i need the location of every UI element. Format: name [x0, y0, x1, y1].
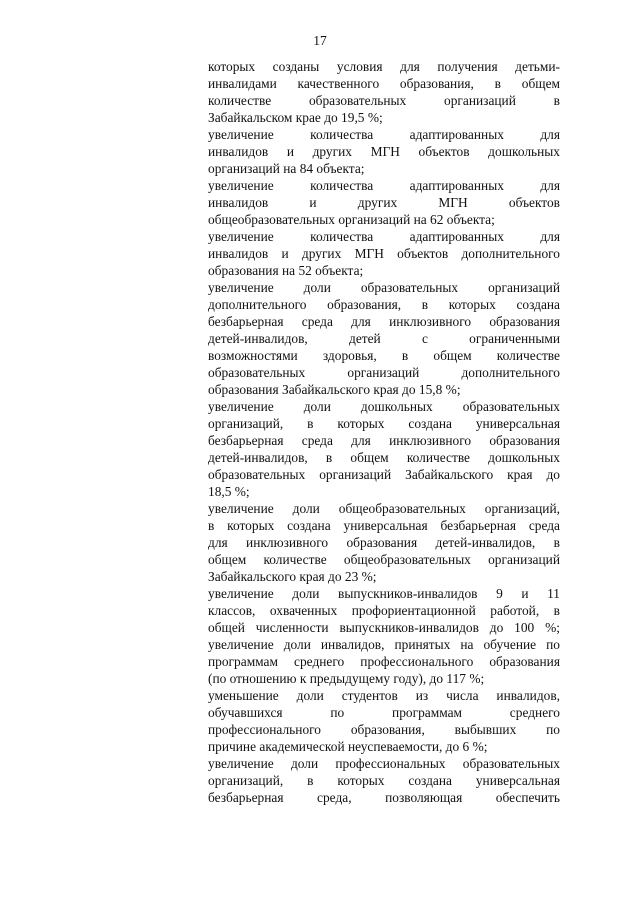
- text-line: общем количестве общеобразовательных организаций: [208, 552, 560, 567]
- text-line: организаций, в которых создана универсальная: [208, 416, 560, 431]
- text-line: (по отношению к предыдущему году), до 117 %;: [208, 671, 485, 686]
- text-line: образовательных организаций Забайкальского края до: [208, 467, 560, 482]
- text-line: которых созданы условия для получения детьми-: [208, 59, 560, 74]
- text-line: детей-инвалидов, детей с ограниченными: [208, 331, 560, 346]
- text-line: детей-инвалидов, в общем количестве дошкольных: [208, 450, 560, 465]
- text-line: 18,5 %;: [208, 484, 250, 499]
- text-line: программам среднего профессионального образования: [208, 654, 560, 669]
- page-number: 17: [313, 33, 327, 48]
- text-line: организаций, в которых создана универсальная: [208, 773, 560, 788]
- text-line: дополнительного образования, в которых создана: [208, 297, 560, 312]
- text-line: профессионального образования, выбывших по: [208, 722, 560, 737]
- text-line: обучавшихся по программам среднего: [208, 705, 560, 720]
- text-line: общей численности выпускников-инвалидов до 100 %;: [208, 620, 560, 635]
- text-line: Забайкальского края до 23 %;: [208, 569, 377, 584]
- text-line: в которых создана универсальная безбарьерная среда: [208, 518, 560, 533]
- text-line: уменьшение доли студентов из числа инвалидов,: [208, 688, 560, 703]
- text-line: инвалидов и других МГН объектов дошкольных: [208, 144, 560, 159]
- text-line: общеобразовательных организаций на 62 объекта;: [208, 212, 495, 227]
- text-line: инвалидов и других МГН объектов дополнительного: [208, 246, 560, 261]
- text-line: увеличение количества адаптированных для: [208, 127, 560, 142]
- text-line: возможностями здоровья, в общем количестве: [208, 348, 560, 363]
- text-line: увеличение доли дошкольных образовательных: [208, 399, 560, 414]
- text-line: увеличение доли образовательных организаций: [208, 280, 560, 295]
- text-line: организаций на 84 объекта;: [208, 161, 365, 176]
- text-line: увеличение доли общеобразовательных организаций,: [208, 501, 560, 516]
- text-line: безбарьерная среда для инклюзивного образования: [208, 433, 560, 448]
- text-line: увеличение доли профессиональных образовательных: [208, 756, 560, 771]
- text-line: Забайкальском крае до 19,5 %;: [208, 110, 383, 125]
- text-line: безбарьерная среда, позволяющая обеспечить: [208, 790, 560, 805]
- text-line: образования на 52 объекта;: [208, 263, 364, 278]
- text-line: количестве образовательных организаций в: [208, 93, 560, 108]
- text-line: образования Забайкальского края до 15,8 %;: [208, 382, 461, 397]
- text-line: причине академической неуспеваемости, до 6 %;: [208, 739, 488, 754]
- text-line: инвалидами качественного образования, в общем: [208, 76, 560, 91]
- text-line: увеличение количества адаптированных для: [208, 229, 560, 244]
- text-line: для инклюзивного образования детей-инвалидов, в: [208, 535, 560, 550]
- text-line: классов, охваченных профориентационной работой, в: [208, 603, 560, 618]
- text-line: образовательных организаций дополнительного: [208, 365, 560, 380]
- text-line: увеличение доли выпускников-инвалидов 9 и 11: [208, 586, 560, 601]
- text-line: инвалидов и других МГН объектов: [208, 195, 560, 210]
- text-line: увеличение количества адаптированных для: [208, 178, 560, 193]
- text-line: безбарьерная среда для инклюзивного образования: [208, 314, 560, 329]
- text-line: увеличение доли инвалидов, принятых на обучение по: [208, 637, 560, 652]
- document-body: [208, 58, 560, 806]
